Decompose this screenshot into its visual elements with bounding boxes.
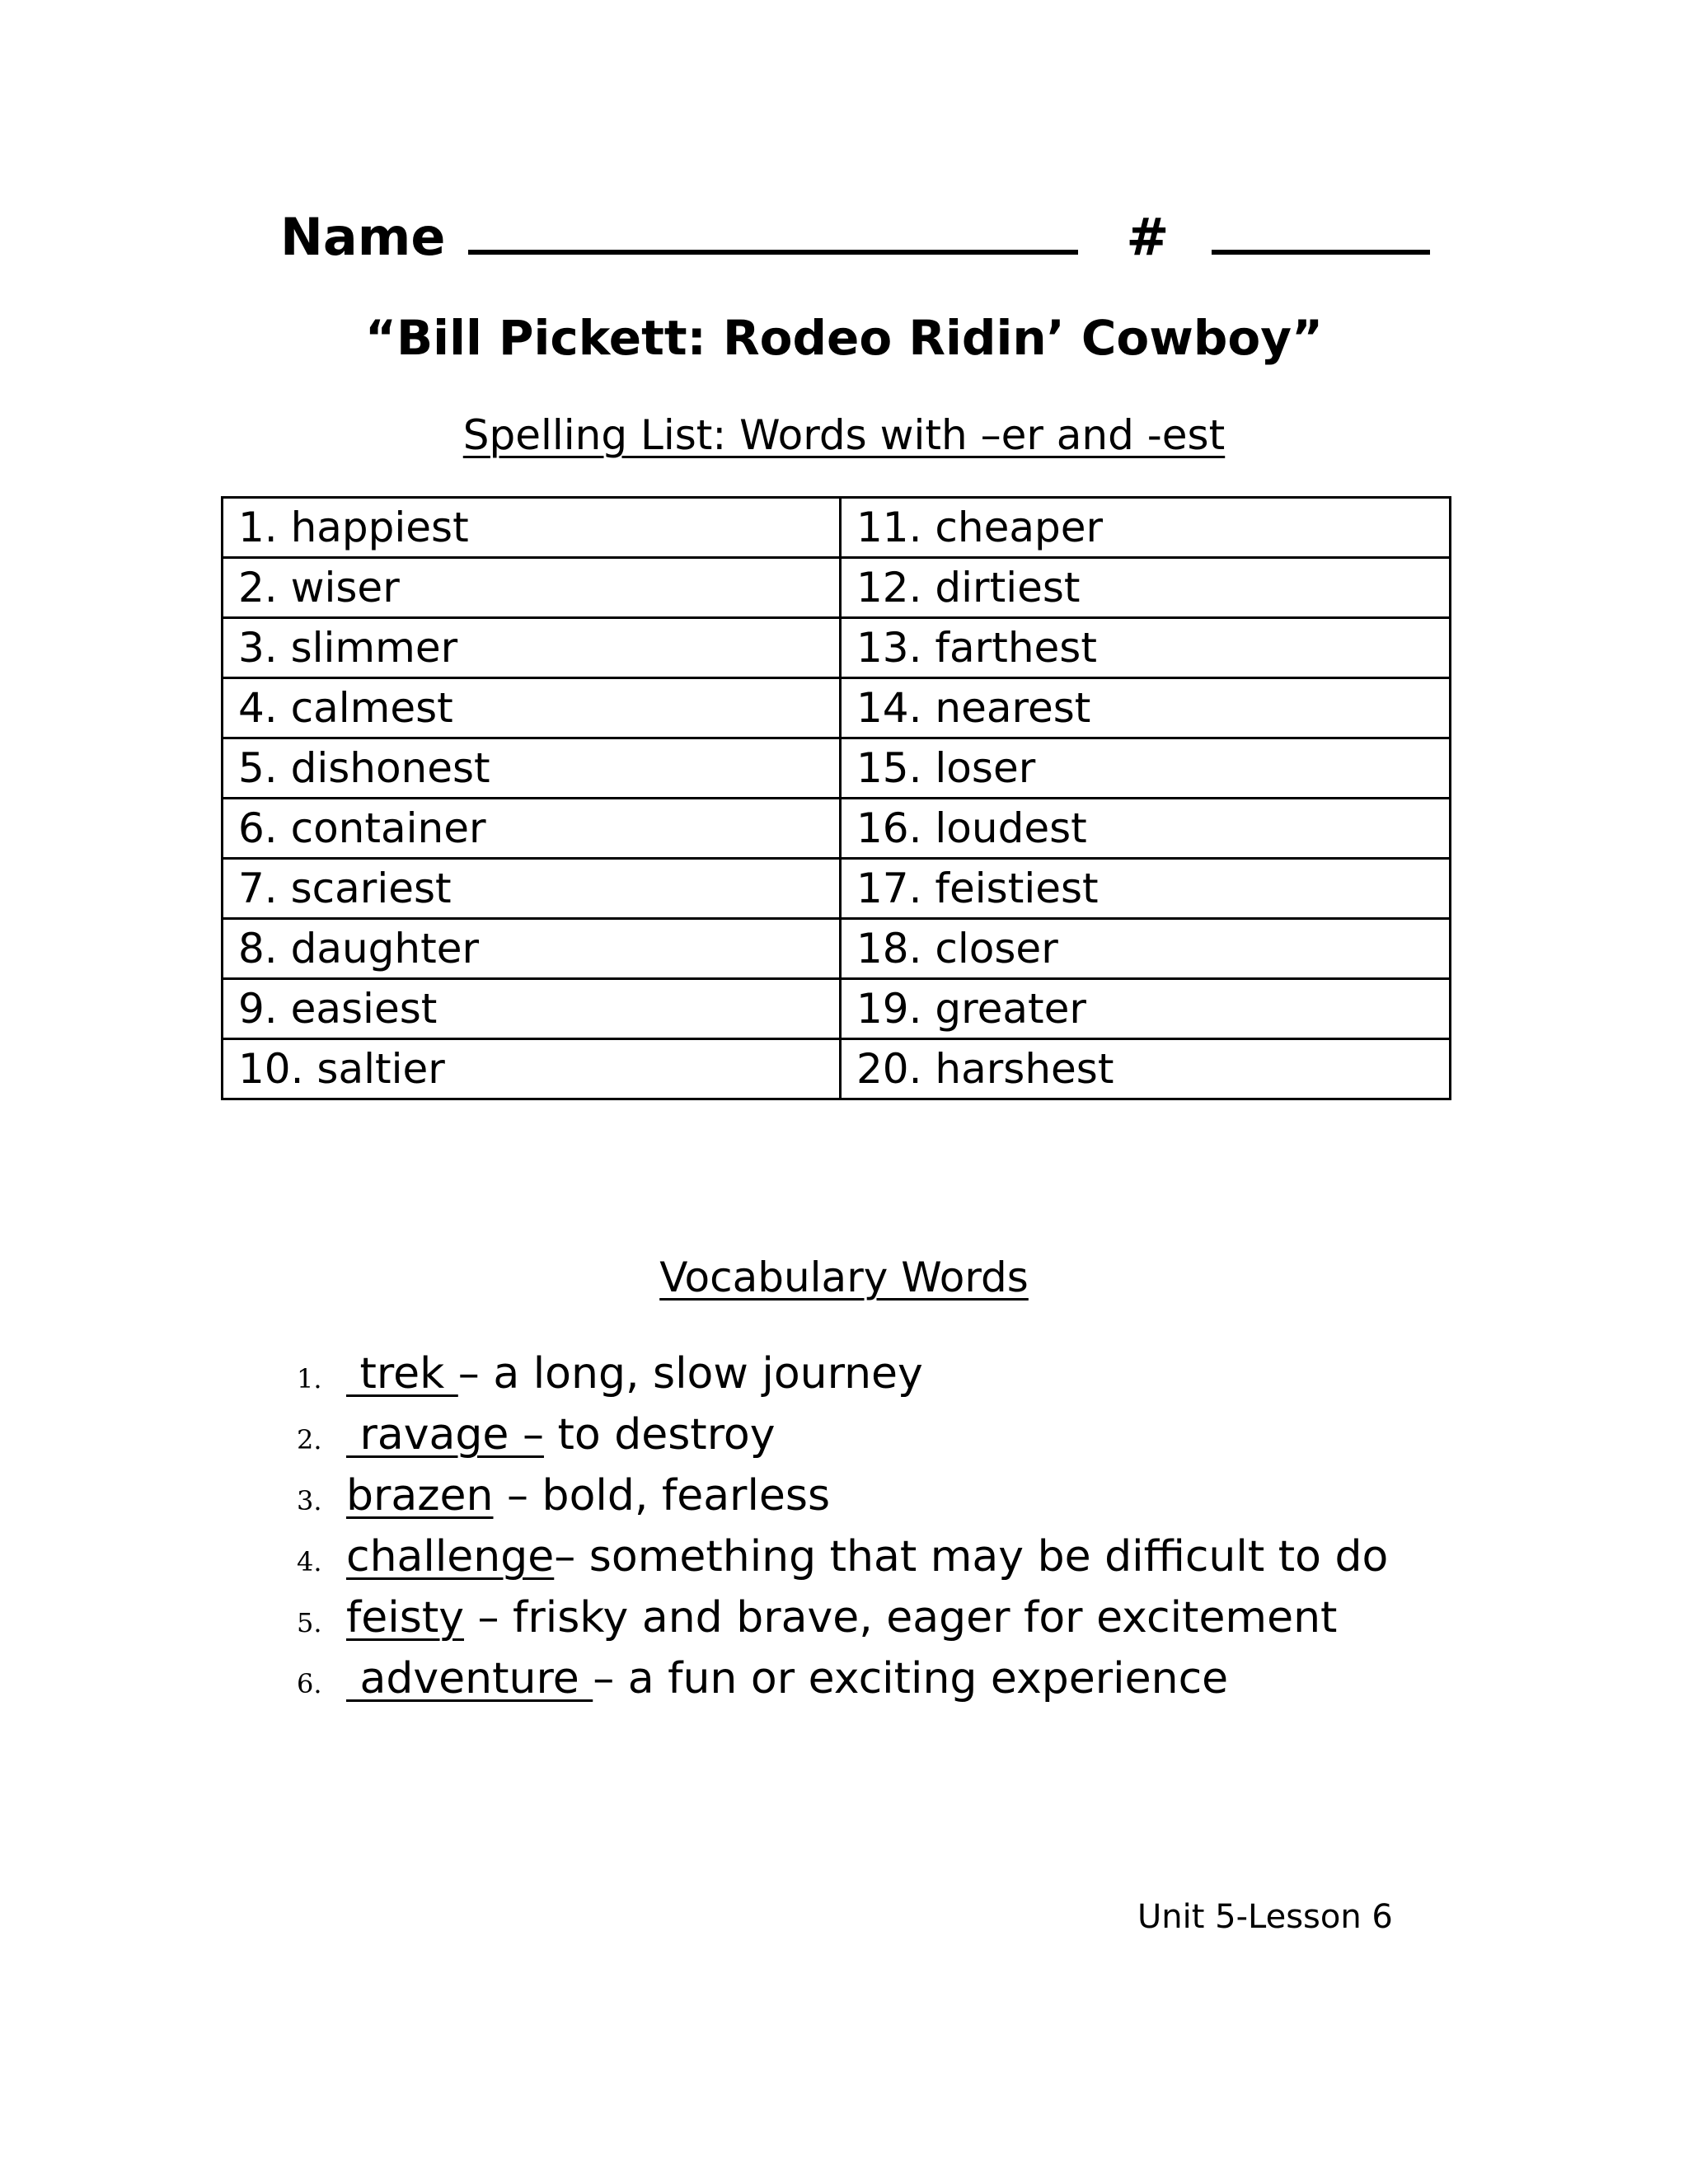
spelling-word: 17. feistiest bbox=[841, 859, 1451, 919]
item-number: 5. bbox=[297, 1607, 322, 1638]
table-row bbox=[223, 678, 1451, 738]
item-number: 3. bbox=[297, 1485, 322, 1516]
item-number: 1. bbox=[297, 1363, 322, 1394]
list-item bbox=[297, 1404, 1388, 1465]
vocabulary-heading: Vocabulary Words bbox=[659, 1254, 1029, 1301]
vocab-definition: – frisky and brave, eager for excitement bbox=[464, 1593, 1338, 1643]
vocab-term: challenge bbox=[346, 1532, 555, 1582]
spelling-word: 11. cheaper bbox=[841, 498, 1451, 558]
vocab-definition: – a long, slow journey bbox=[457, 1349, 923, 1399]
page-title: “Bill Pickett: Rodeo Ridin’ Cowboy” bbox=[364, 310, 1324, 366]
vocab-term: ravage – bbox=[346, 1410, 544, 1460]
item-number: 2. bbox=[297, 1424, 322, 1455]
name-label: Name bbox=[280, 207, 446, 267]
number-label: # bbox=[1126, 207, 1170, 267]
spelling-word: 12. dirtiest bbox=[841, 558, 1451, 618]
table-row bbox=[223, 979, 1451, 1039]
spelling-word: 15. loser bbox=[841, 738, 1451, 799]
spelling-word: 18. closer bbox=[841, 919, 1451, 979]
table-row bbox=[223, 859, 1451, 919]
name-blank bbox=[468, 241, 1078, 255]
spelling-word: 20. harshest bbox=[841, 1039, 1451, 1099]
vocab-term: adventure bbox=[346, 1654, 593, 1704]
list-item bbox=[297, 1526, 1388, 1587]
vocab-definition: – bold, fearless bbox=[493, 1471, 831, 1521]
spelling-word: 14. nearest bbox=[841, 678, 1451, 738]
table-row bbox=[223, 618, 1451, 678]
spelling-word: 1. happiest bbox=[223, 498, 841, 558]
vocab-definition: – a fun or exciting experience bbox=[593, 1654, 1229, 1704]
vocab-definition: to destroy bbox=[543, 1410, 776, 1460]
spelling-word: 10. saltier bbox=[223, 1039, 841, 1099]
list-item bbox=[297, 1648, 1388, 1709]
spelling-word: 13. farthest bbox=[841, 618, 1451, 678]
item-number: 4. bbox=[297, 1546, 322, 1577]
table-row bbox=[223, 498, 1451, 558]
table-row bbox=[223, 558, 1451, 618]
vocabulary-list bbox=[297, 1343, 1388, 1709]
spelling-word: 2. wiser bbox=[223, 558, 841, 618]
name-line bbox=[280, 204, 1430, 270]
item-number: 6. bbox=[297, 1668, 322, 1699]
table-row bbox=[223, 1039, 1451, 1099]
lesson-footer: Unit 5-Lesson 6 bbox=[1137, 1898, 1393, 1936]
vocab-term: brazen bbox=[346, 1471, 494, 1521]
list-item bbox=[297, 1587, 1388, 1648]
list-item bbox=[297, 1343, 1388, 1404]
spelling-word: 5. dishonest bbox=[223, 738, 841, 799]
spelling-table bbox=[221, 496, 1451, 1100]
spelling-word: 8. daughter bbox=[223, 919, 841, 979]
vocab-definition: – something that may be difficult to do bbox=[554, 1532, 1389, 1582]
spelling-heading: Spelling List: Words with –er and -est bbox=[462, 411, 1226, 459]
list-item bbox=[297, 1465, 1388, 1526]
vocab-term: feisty bbox=[346, 1593, 464, 1643]
number-blank bbox=[1212, 241, 1430, 255]
spelling-word: 9. easiest bbox=[223, 979, 841, 1039]
spelling-word: 7. scariest bbox=[223, 859, 841, 919]
table-row bbox=[223, 799, 1451, 859]
spelling-word: 19. greater bbox=[841, 979, 1451, 1039]
table-row bbox=[223, 919, 1451, 979]
spelling-word: 3. slimmer bbox=[223, 618, 841, 678]
table-row bbox=[223, 738, 1451, 799]
spelling-word: 6. container bbox=[223, 799, 841, 859]
spelling-word: 16. loudest bbox=[841, 799, 1451, 859]
spelling-word: 4. calmest bbox=[223, 678, 841, 738]
vocab-term: trek bbox=[346, 1349, 458, 1399]
